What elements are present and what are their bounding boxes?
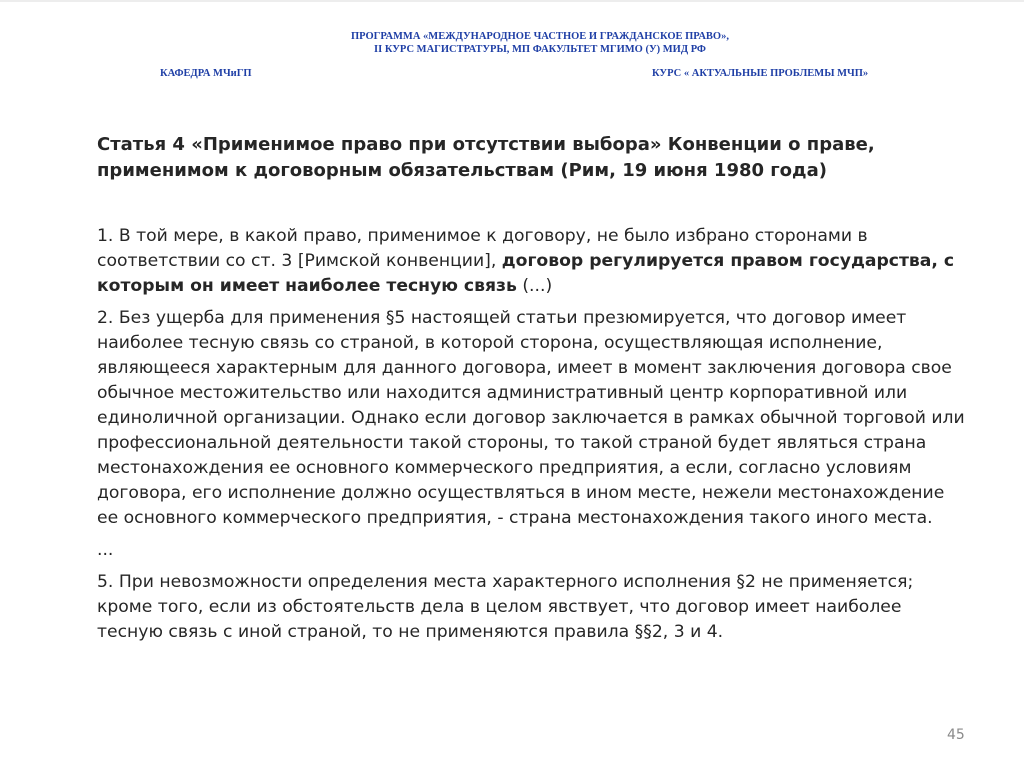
paragraph-1 [97,224,967,299]
paragraph-1-end: (...) [516,276,553,296]
program-header [220,30,860,56]
article-title [97,132,937,184]
top-divider [0,0,1024,2]
page-number: 45 [947,727,965,743]
paragraph-1-emphasis: договор регулируется правом государства, с которым он имеет наиболее тесную связь [97,251,955,296]
article-title-line-2: применимом к договорным обязательствам (Рим, 19 июня 1980 года) [97,160,827,181]
program-header-line-1: ПРОГРАММА «МЕЖДУНАРОДНОЕ ЧАСТНОЕ И ГРАЖДАНСКОЕ ПРАВО», [351,31,729,42]
course-label: КУРС « АКТУАЛЬНЫЕ ПРОБЛЕМЫ МЧП» [652,68,869,79]
department-label: КАФЕДРА МЧиГП [160,68,252,79]
article-title-line-1: Статья 4 «Применимое право при отсутствии выбора» Конвенции о праве, [97,134,875,155]
paragraph-5: 5. При невозможности определения места характерного исполнения §2 не применяется; кроме того, если из обстоятельств дела в целом явствует, что договор имеет наиболее тесную связь с иной страной, то не применяются правила §§2, 3 и 4. [97,572,914,642]
omission-ellipsis: ... [97,540,114,560]
article-body [97,224,967,655]
program-header-line-2: II КУРС МАГИСТРАТУРЫ, МП ФАКУЛЬТЕТ МГИМО (У) МИД РФ [374,44,706,55]
paragraph-1-start: 1. В той мере, в какой право, применимое к договору, не было избрано сторонами в соответствии со ст. 3 [Римской конвенции], [97,226,868,271]
paragraph-2: 2. Без ущерба для применения §5 настоящей статьи презюмируется, что договор имеет наиболее тесную связь со страной, в которой сторона, осуществляющая исполнение, являющееся характерным для данного договора, имеет в момент заключения договора свое обычное местожительство или находится административный центр корпоративной или единоличной организации. Однако если договор заключается в рамках обычной торговой или профессиональной деятельности такой стороны, то такой страной будет являться страна местонахождения ее основного коммерческого предприятия, а если, согласно условиям договора, его исполнение должно осуществляться в ином месте, нежели местонахождение ее основного коммерческого предприятия, - страна местонахождения такого иного места. [97,308,965,528]
